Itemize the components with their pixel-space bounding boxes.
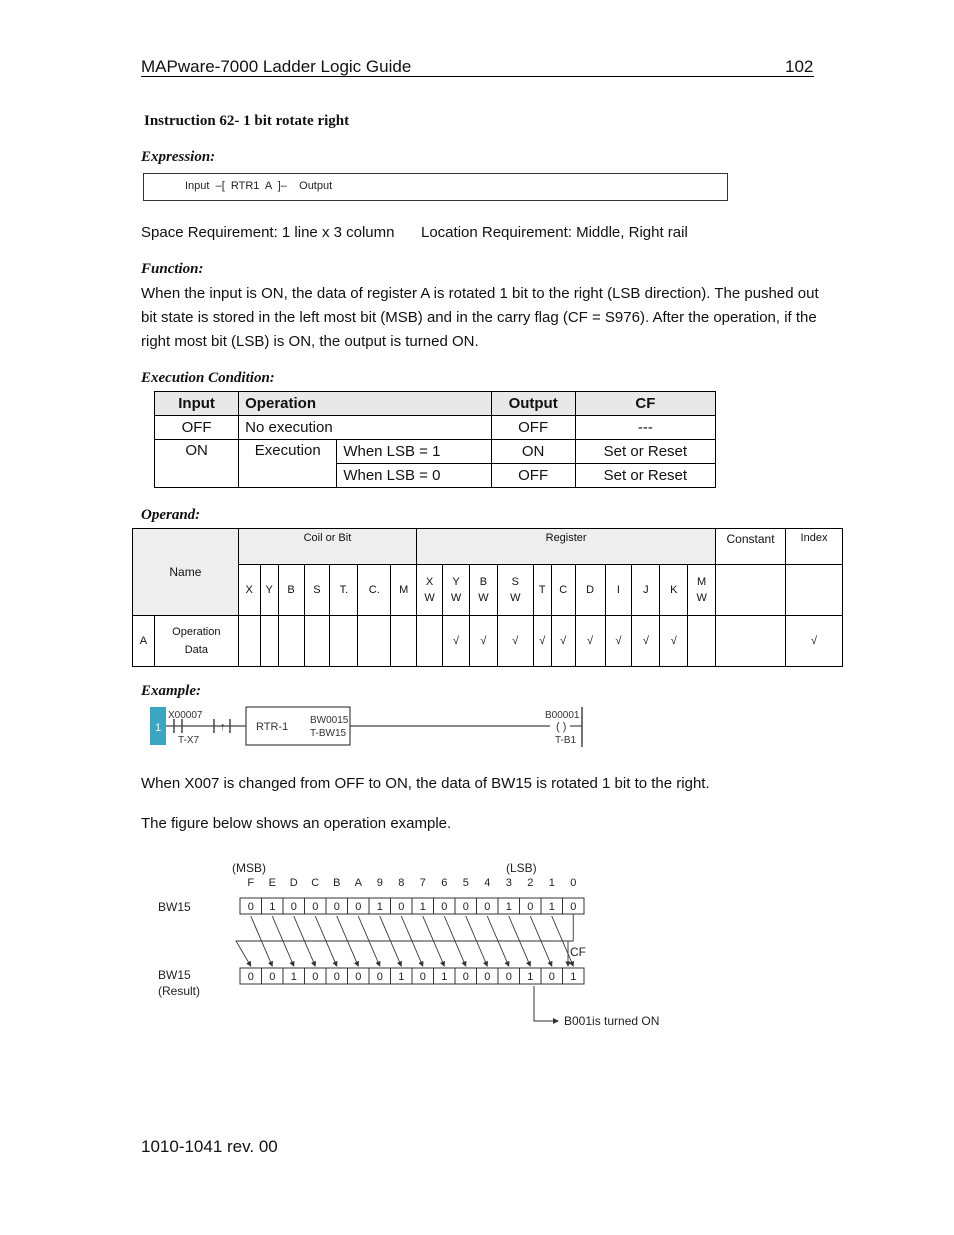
operand-data-row — [133, 616, 843, 667]
cell-output: OFF — [491, 416, 575, 440]
result-label-tag: (Result) — [158, 984, 201, 998]
expression-heading: Expression: — [141, 149, 216, 165]
bit-position-label: 8 — [398, 877, 405, 889]
example-heading: Example: — [141, 683, 201, 699]
before-bit-value: 1 — [419, 901, 426, 913]
before-bit-value: 1 — [376, 901, 383, 913]
operand-col-header: I — [605, 565, 632, 616]
after-bit-value: 1 — [570, 971, 577, 983]
bit-position-label: 9 — [376, 877, 383, 889]
operand-col-header: C — [551, 565, 575, 616]
operand-mark: √ — [660, 616, 688, 667]
before-bit-value: 0 — [312, 901, 319, 913]
bit-position-label: 6 — [441, 877, 448, 889]
before-bit-value: 0 — [527, 901, 534, 913]
operand-mark: √ — [497, 616, 533, 667]
operand-mark — [330, 616, 358, 667]
before-bit-value: 0 — [570, 901, 577, 913]
header-cf: CF — [575, 392, 715, 416]
operand-mark — [304, 616, 330, 667]
wrap-arrow — [236, 914, 573, 966]
constant-label: Constant — [716, 529, 786, 565]
after-bit-value: 0 — [484, 971, 491, 983]
operand-mark — [716, 616, 786, 667]
after-bit-value: 0 — [312, 971, 319, 983]
page-number: 102 — [785, 57, 814, 76]
example-note-1: When X007 is changed from OFF to ON, the data of BW15 is rotated 1 bit to the right. — [141, 775, 710, 792]
cell-operation: Execution — [239, 440, 337, 488]
example-note-2: The figure below shows an operation example. — [141, 815, 452, 832]
operand-col-header: M — [391, 565, 417, 616]
operand-col-header: X W — [417, 565, 443, 616]
header-operation: Operation — [239, 392, 491, 416]
bit-position-label: F — [247, 877, 255, 889]
bit-position-label: C — [311, 877, 320, 889]
operand-column-row — [133, 565, 843, 616]
ladder-example — [150, 704, 590, 750]
execution-header-row — [155, 392, 716, 416]
execution-table — [154, 391, 716, 488]
after-bit-value: 0 — [269, 971, 276, 983]
before-bit-value: 1 — [548, 901, 555, 913]
before-bit-value: 0 — [355, 901, 362, 913]
after-bit-value: 1 — [290, 971, 297, 983]
contact-address: X00007 — [168, 710, 203, 721]
location-requirement: Location Requirement: Middle, Right rail — [421, 224, 688, 241]
operand-col-header: B — [278, 565, 304, 616]
bit-position-label: A — [354, 877, 362, 889]
operand-group-row — [133, 529, 843, 565]
execution-row-on-1 — [155, 440, 716, 464]
operand-mark: √ — [785, 616, 842, 667]
operand-mark: √ — [533, 616, 551, 667]
execution-row-off — [155, 416, 716, 440]
operand-mark — [260, 616, 278, 667]
before-bit-value: 1 — [505, 901, 512, 913]
after-bit-value: 0 — [548, 971, 555, 983]
before-bit-value: 0 — [247, 901, 254, 913]
operand-mark: √ — [551, 616, 575, 667]
cell-condition: When LSB = 0 — [337, 464, 491, 488]
cell-cf: Set or Reset — [575, 440, 715, 464]
msb-label: (MSB) — [232, 861, 266, 875]
result-label-reg: BW15 — [158, 968, 191, 982]
coil-address: B00001 — [545, 710, 580, 721]
operand-name: Operation Data — [154, 616, 238, 667]
header-divider — [141, 76, 814, 77]
header-title: MAPware-7000 Ladder Logic Guide — [141, 57, 412, 76]
expression-box — [143, 173, 728, 201]
bit-position-label: 2 — [527, 877, 534, 889]
operand-col-header: X — [238, 565, 260, 616]
after-bit-value: 0 — [376, 971, 383, 983]
instruction-name: RTR-1 — [256, 721, 289, 733]
after-bit-value: 1 — [398, 971, 405, 983]
operand-col-header: Y — [260, 565, 278, 616]
cell-operation: No execution — [239, 416, 491, 440]
after-bit-value: 0 — [333, 971, 340, 983]
operand-col-header: S — [304, 565, 330, 616]
function-text — [141, 282, 821, 354]
operand-col-header: C. — [358, 565, 391, 616]
operand-mark: √ — [632, 616, 660, 667]
cell-input: OFF — [155, 416, 239, 440]
bit-position-label: B — [333, 877, 341, 889]
bit-position-label: 7 — [419, 877, 426, 889]
operand-col-header: S W — [497, 565, 533, 616]
before-bit-value: 1 — [269, 901, 276, 913]
register-group-label: Register — [417, 529, 716, 565]
after-bit-value: 0 — [505, 971, 512, 983]
operand-col-header: M W — [688, 565, 716, 616]
operand-tag: T-BW15 — [310, 728, 347, 739]
execution-heading: Execution Condition: — [141, 370, 275, 386]
before-bit-value: 0 — [462, 901, 469, 913]
cell-cf: --- — [575, 416, 715, 440]
after-bit-value: 1 — [527, 971, 534, 983]
operand-table — [132, 528, 843, 667]
coil-group-label: Coil or Bit — [238, 529, 416, 565]
bit-position-label: 5 — [462, 877, 469, 889]
operand-col-header: Y W — [443, 565, 470, 616]
coil-icon: ( ) — [556, 721, 567, 733]
after-bit-value: 0 — [419, 971, 426, 983]
space-requirement: Space Requirement: 1 line x 3 column — [141, 224, 395, 241]
before-bit-value: 0 — [441, 901, 448, 913]
constant-empty-cell — [716, 565, 786, 616]
after-bit-value: 0 — [355, 971, 362, 983]
header-input: Input — [155, 392, 239, 416]
cell-output: ON — [491, 440, 575, 464]
operand-mark: √ — [443, 616, 470, 667]
cell-input: ON — [155, 440, 239, 488]
index-label: Index — [785, 529, 842, 565]
output-arrow — [534, 986, 558, 1021]
footer-revision: 1010-1041 rev. 00 — [141, 1137, 278, 1156]
operand-col-header: D — [575, 565, 605, 616]
before-bit-value: 0 — [484, 901, 491, 913]
function-heading: Function: — [141, 261, 204, 277]
after-bit-value: 1 — [441, 971, 448, 983]
operand-id: A — [133, 616, 155, 667]
index-empty-cell — [785, 565, 842, 616]
operand-col-header: T — [533, 565, 551, 616]
header-output: Output — [491, 392, 575, 416]
operand-col-header: J — [632, 565, 660, 616]
coil-tag: T-B1 — [555, 735, 577, 746]
output-note: B001is turned ON — [564, 1014, 660, 1028]
bit-position-label: E — [268, 877, 276, 889]
cf-label: CF — [570, 945, 586, 959]
operand-mark — [278, 616, 304, 667]
name-header-cell — [133, 529, 239, 616]
before-bit-value: 0 — [398, 901, 405, 913]
operand-col-header: T. — [330, 565, 358, 616]
bit-position-label: D — [289, 877, 298, 889]
operand-mark — [238, 616, 260, 667]
register-label: BW15 — [158, 900, 191, 914]
contact-tag: T-X7 — [178, 735, 200, 746]
name-label: Name — [169, 565, 202, 579]
cell-cf: Set or Reset — [575, 464, 715, 488]
operand-address: BW0015 — [310, 715, 349, 726]
operand-mark — [688, 616, 716, 667]
operand-col-header: B W — [469, 565, 497, 616]
operand-heading: Operand: — [141, 507, 201, 523]
operand-mark: √ — [575, 616, 605, 667]
before-bit-value: 0 — [290, 901, 297, 913]
cell-condition: When LSB = 1 — [337, 440, 491, 464]
bit-position-label: 3 — [505, 877, 512, 889]
after-bit-value: 0 — [247, 971, 254, 983]
cell-output: OFF — [491, 464, 575, 488]
rising-edge-icon: ↑ — [220, 721, 226, 733]
bit-position-label: 4 — [484, 877, 491, 889]
bit-position-label: 1 — [548, 877, 555, 889]
function-paragraph: When the input is ON, the data of register A is rotated 1 bit to the right (LSB direction). The pushed out bit state is stored in the left most bit (MSB) and in the carry flag (CF = S976). After the operation, if the right most bit (LSB) is ON, the output is turned ON. — [141, 285, 819, 350]
before-bit-value: 0 — [333, 901, 340, 913]
operand-mark: √ — [469, 616, 497, 667]
rotate-diagram — [150, 855, 670, 1040]
operand-mark: √ — [605, 616, 632, 667]
operand-col-header: K — [660, 565, 688, 616]
operand-mark — [417, 616, 443, 667]
bit-position-label: 0 — [570, 877, 577, 889]
instruction-title: Instruction 62- 1 bit rotate right — [144, 113, 350, 129]
operand-mark — [391, 616, 417, 667]
rung-number: 1 — [155, 722, 162, 734]
lsb-label: (LSB) — [506, 861, 537, 875]
operand-mark — [358, 616, 391, 667]
expression-formula: Input –[ RTR1 A ]– Output — [185, 180, 333, 192]
after-bit-value: 0 — [462, 971, 469, 983]
